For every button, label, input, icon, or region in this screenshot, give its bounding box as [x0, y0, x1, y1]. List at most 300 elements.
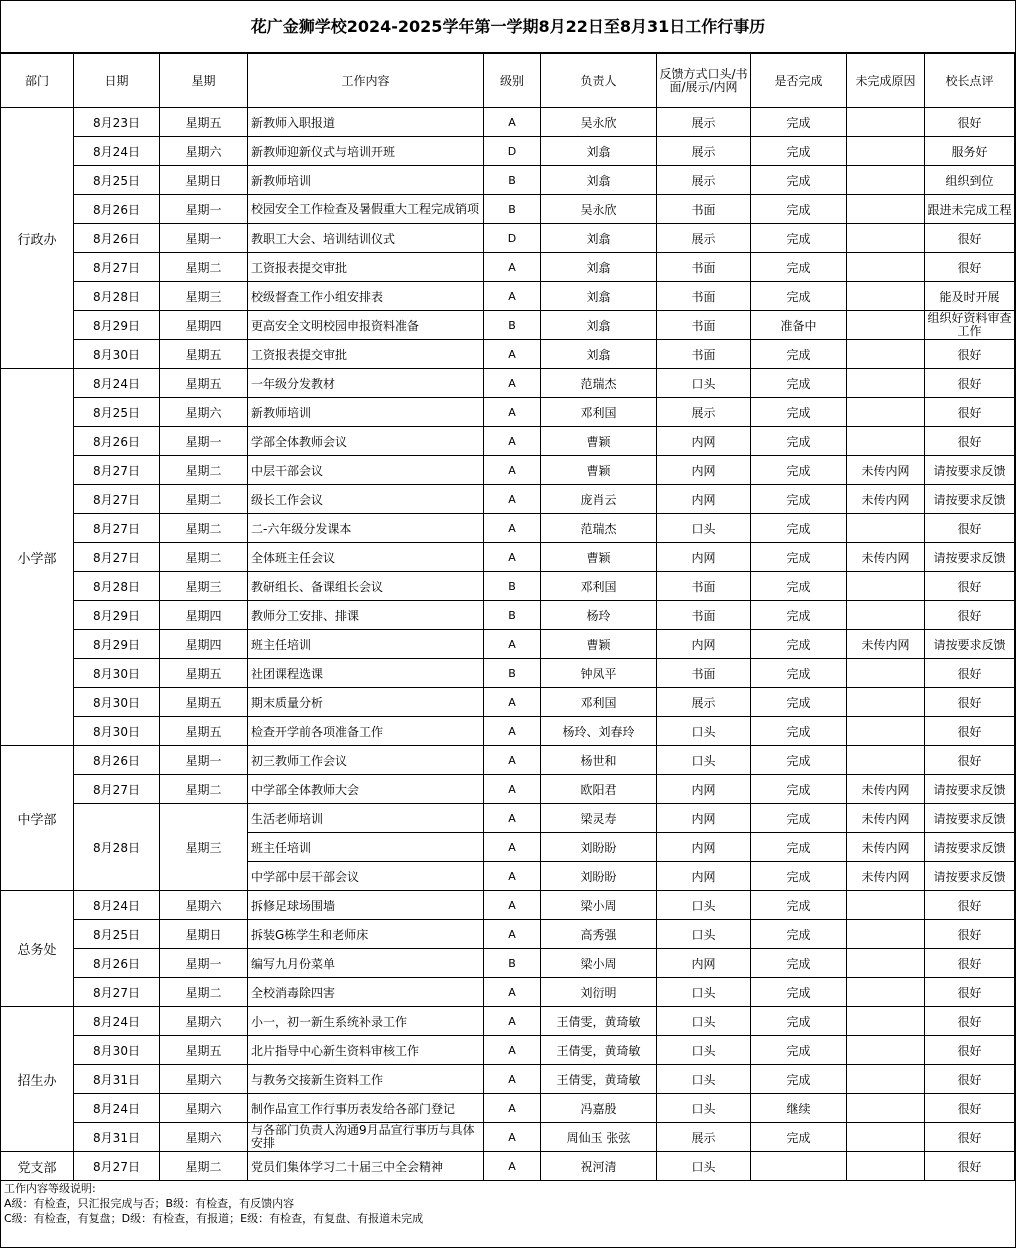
weekday-cell: 星期五: [160, 340, 248, 369]
grade-notes: [1, 1181, 1015, 1226]
table-row: [1, 572, 1015, 601]
reason-cell: [847, 1036, 925, 1065]
content-cell: 级长工作会议: [248, 485, 484, 514]
reason-cell: [847, 166, 925, 195]
reason-cell: [847, 659, 925, 688]
date-cell: 8月24日: [74, 891, 160, 920]
owner-cell: 邓利国: [541, 398, 657, 427]
table-row: [1, 659, 1015, 688]
feedback-cell: 展示: [657, 688, 751, 717]
date-cell: 8月25日: [74, 920, 160, 949]
owner-cell: 刘翕: [541, 282, 657, 311]
done-cell: 完成: [751, 862, 847, 891]
owner-cell: 邓利国: [541, 688, 657, 717]
reason-cell: [847, 369, 925, 398]
comment-cell: 很好: [925, 514, 1015, 543]
content-cell: 新教师迎新仪式与培训开班: [248, 137, 484, 166]
reason-cell: [847, 1007, 925, 1036]
table-row: [1, 891, 1015, 920]
reason-cell: 未传内网: [847, 485, 925, 514]
content-cell: 中学部全体教师大会: [248, 775, 484, 804]
table-row: [1, 601, 1015, 630]
weekday-cell: 星期五: [160, 659, 248, 688]
grade-cell: A: [484, 862, 541, 891]
reason-cell: [847, 920, 925, 949]
table-row: [1, 630, 1015, 659]
done-cell: 完成: [751, 340, 847, 369]
grade-cell: B: [484, 601, 541, 630]
content-cell: 班主任培训: [248, 833, 484, 862]
owner-cell: 吴永欣: [541, 195, 657, 224]
content-cell: 制作品宣工作行事历表发给各部门登记: [248, 1094, 484, 1123]
header-done: 是否完成: [751, 54, 847, 108]
date-cell: 8月26日: [74, 224, 160, 253]
done-cell: 完成: [751, 1123, 847, 1152]
date-cell: 8月29日: [74, 601, 160, 630]
date-cell: 8月24日: [74, 137, 160, 166]
table-row: [1, 224, 1015, 253]
dept-cell: 中学部: [1, 746, 74, 891]
table-row: [1, 1065, 1015, 1094]
feedback-cell: 展示: [657, 1123, 751, 1152]
feedback-cell: 内网: [657, 949, 751, 978]
feedback-cell: 口头: [657, 717, 751, 746]
header-grade: 级别: [484, 54, 541, 108]
feedback-cell: 口头: [657, 369, 751, 398]
grade-cell: B: [484, 572, 541, 601]
date-cell: 8月27日: [74, 253, 160, 282]
comment-cell: 很好: [925, 891, 1015, 920]
content-cell: 教职工大会、培训结训仪式: [248, 224, 484, 253]
content-cell: 新教师入职报道: [248, 108, 484, 137]
dept-cell: 党支部: [1, 1152, 74, 1181]
table-row: [1, 398, 1015, 427]
done-cell: 完成: [751, 949, 847, 978]
date-cell: 8月27日: [74, 775, 160, 804]
comment-cell: 很好: [925, 1094, 1015, 1123]
feedback-cell: 书面: [657, 195, 751, 224]
table-row: [1, 340, 1015, 369]
content-cell: 党员们集体学习二十届三中全会精神: [248, 1152, 484, 1181]
weekday-cell: 星期六: [160, 1007, 248, 1036]
table-row: [1, 137, 1015, 166]
comment-cell: 很好: [925, 427, 1015, 456]
weekday-cell: 星期二: [160, 1152, 248, 1181]
content-cell: 学部全体教师会议: [248, 427, 484, 456]
comment-cell: 请按要求反馈: [925, 775, 1015, 804]
weekday-cell: 星期三: [160, 804, 248, 891]
feedback-cell: 展示: [657, 137, 751, 166]
done-cell: 完成: [751, 398, 847, 427]
grade-cell: B: [484, 166, 541, 195]
table-body: [1, 108, 1015, 1181]
owner-cell: 范瑞杰: [541, 369, 657, 398]
header-reason: 未完成原因: [847, 54, 925, 108]
weekday-cell: 星期六: [160, 1123, 248, 1152]
weekday-cell: 星期六: [160, 137, 248, 166]
comment-cell: 很好: [925, 253, 1015, 282]
done-cell: 完成: [751, 891, 847, 920]
owner-cell: 梁小周: [541, 949, 657, 978]
feedback-cell: 展示: [657, 108, 751, 137]
done-cell: 完成: [751, 1007, 847, 1036]
weekday-cell: 星期二: [160, 543, 248, 572]
reason-cell: [847, 717, 925, 746]
done-cell: 继续: [751, 1094, 847, 1123]
feedback-cell: 书面: [657, 601, 751, 630]
owner-cell: 刘翕: [541, 340, 657, 369]
owner-cell: 刘翕: [541, 311, 657, 340]
weekday-cell: 星期二: [160, 514, 248, 543]
grade-cell: A: [484, 282, 541, 311]
weekday-cell: 星期二: [160, 253, 248, 282]
owner-cell: 梁灵寿: [541, 804, 657, 833]
date-cell: 8月30日: [74, 659, 160, 688]
comment-cell: 很好: [925, 1065, 1015, 1094]
weekday-cell: 星期六: [160, 398, 248, 427]
owner-cell: 刘盼盼: [541, 862, 657, 891]
feedback-cell: 口头: [657, 891, 751, 920]
feedback-cell: 口头: [657, 1036, 751, 1065]
date-cell: 8月26日: [74, 427, 160, 456]
weekday-cell: 星期六: [160, 1094, 248, 1123]
date-cell: 8月25日: [74, 398, 160, 427]
comment-cell: 很好: [925, 746, 1015, 775]
reason-cell: [847, 311, 925, 340]
done-cell: [751, 1152, 847, 1181]
comment-cell: 很好: [925, 1036, 1015, 1065]
content-cell: 更高安全文明校园申报资料准备: [248, 311, 484, 340]
owner-cell: 刘翕: [541, 166, 657, 195]
comment-cell: 很好: [925, 108, 1015, 137]
weekday-cell: 星期日: [160, 166, 248, 195]
date-cell: 8月26日: [74, 949, 160, 978]
table-row: [1, 427, 1015, 456]
done-cell: 完成: [751, 427, 847, 456]
owner-cell: 杨玲: [541, 601, 657, 630]
owner-cell: 王倩雯，黄琦敏: [541, 1007, 657, 1036]
table-row: [1, 195, 1015, 224]
reason-cell: [847, 978, 925, 1007]
content-cell: 工资报表提交审批: [248, 253, 484, 282]
date-cell: 8月28日: [74, 572, 160, 601]
comment-cell: 很好: [925, 978, 1015, 1007]
content-cell: 拆修足球场围墙: [248, 891, 484, 920]
content-cell: 北片指导中心新生资料审核工作: [248, 1036, 484, 1065]
grade-cell: B: [484, 195, 541, 224]
reason-cell: 未传内网: [847, 775, 925, 804]
reason-cell: 未传内网: [847, 804, 925, 833]
weekday-cell: 星期六: [160, 1065, 248, 1094]
comment-cell: 组织到位: [925, 166, 1015, 195]
table-row: [1, 1007, 1015, 1036]
date-cell: 8月24日: [74, 1007, 160, 1036]
done-cell: 完成: [751, 630, 847, 659]
owner-cell: 刘衍明: [541, 978, 657, 1007]
content-cell: 全校消毒除四害: [248, 978, 484, 1007]
reason-cell: [847, 514, 925, 543]
date-cell: 8月24日: [74, 1094, 160, 1123]
comment-cell: 很好: [925, 572, 1015, 601]
done-cell: 完成: [751, 804, 847, 833]
weekday-cell: 星期一: [160, 949, 248, 978]
reason-cell: [847, 891, 925, 920]
weekday-cell: 星期二: [160, 978, 248, 1007]
comment-cell: 请按要求反馈: [925, 543, 1015, 572]
reason-cell: [847, 427, 925, 456]
grade-cell: A: [484, 369, 541, 398]
reason-cell: [847, 601, 925, 630]
header-row: [1, 54, 1015, 108]
weekday-cell: 星期三: [160, 572, 248, 601]
comment-cell: 请按要求反馈: [925, 630, 1015, 659]
content-cell: 与各部门负责人沟通9月品宣行事历与具体安排: [248, 1123, 484, 1152]
owner-cell: 曹颖: [541, 427, 657, 456]
comment-cell: 很好: [925, 1152, 1015, 1181]
grade-cell: A: [484, 1123, 541, 1152]
date-cell: 8月24日: [74, 369, 160, 398]
date-cell: 8月27日: [74, 1152, 160, 1181]
grade-cell: A: [484, 1036, 541, 1065]
header-weekday: 星期: [160, 54, 248, 108]
owner-cell: 冯嘉殷: [541, 1094, 657, 1123]
feedback-cell: 内网: [657, 862, 751, 891]
reason-cell: [847, 1123, 925, 1152]
comment-cell: 很好: [925, 1123, 1015, 1152]
content-cell: 与教务交接新生资料工作: [248, 1065, 484, 1094]
comment-cell: 很好: [925, 369, 1015, 398]
feedback-cell: 口头: [657, 1065, 751, 1094]
grade-cell: A: [484, 543, 541, 572]
grade-cell: B: [484, 659, 541, 688]
date-cell: 8月30日: [74, 1036, 160, 1065]
feedback-cell: 内网: [657, 543, 751, 572]
table-row: [1, 166, 1015, 195]
done-cell: 完成: [751, 137, 847, 166]
done-cell: 完成: [751, 543, 847, 572]
content-cell: 校级督查工作小组安排表: [248, 282, 484, 311]
reason-cell: 未传内网: [847, 456, 925, 485]
done-cell: 完成: [751, 224, 847, 253]
grade-cell: A: [484, 717, 541, 746]
reason-cell: [847, 688, 925, 717]
header-content: 工作内容: [248, 54, 484, 108]
table-row: [1, 108, 1015, 137]
grade-cell: B: [484, 311, 541, 340]
feedback-cell: 口头: [657, 978, 751, 1007]
reason-cell: [847, 340, 925, 369]
date-cell: 8月28日: [74, 804, 160, 891]
owner-cell: 祝河清: [541, 1152, 657, 1181]
grade-cell: A: [484, 456, 541, 485]
owner-cell: 高秀强: [541, 920, 657, 949]
owner-cell: 梁小周: [541, 891, 657, 920]
done-cell: 准备中: [751, 311, 847, 340]
grade-cell: D: [484, 224, 541, 253]
content-cell: 检查开学前各项准备工作: [248, 717, 484, 746]
grade-cell: A: [484, 775, 541, 804]
done-cell: 完成: [751, 833, 847, 862]
weekday-cell: 星期三: [160, 282, 248, 311]
grade-cell: A: [484, 108, 541, 137]
done-cell: 完成: [751, 195, 847, 224]
comment-cell: 很好: [925, 659, 1015, 688]
feedback-cell: 内网: [657, 775, 751, 804]
comment-cell: 很好: [925, 340, 1015, 369]
done-cell: 完成: [751, 746, 847, 775]
notes-line-2: C级：有检查，有复盘；D级：有检查，有报道；E级：有检查，有复盘、有报道未完成: [4, 1212, 424, 1225]
table-row: [1, 456, 1015, 485]
header-comment: 校长点评: [925, 54, 1015, 108]
weekday-cell: 星期六: [160, 891, 248, 920]
date-cell: 8月27日: [74, 978, 160, 1007]
feedback-cell: 展示: [657, 166, 751, 195]
notes-line-1: A级：有检查，只汇报完成与否；B级：有检查，有反馈内容: [4, 1197, 295, 1210]
owner-cell: 曹颖: [541, 543, 657, 572]
weekday-cell: 星期一: [160, 746, 248, 775]
done-cell: 完成: [751, 978, 847, 1007]
content-cell: 编写九月份菜单: [248, 949, 484, 978]
content-cell: 新教师培训: [248, 166, 484, 195]
table-row: [1, 1036, 1015, 1065]
grade-cell: A: [484, 833, 541, 862]
feedback-cell: 书面: [657, 311, 751, 340]
notes-heading: 工作内容等级说明:: [4, 1182, 96, 1195]
table-row: [1, 253, 1015, 282]
owner-cell: 刘翕: [541, 253, 657, 282]
owner-cell: 杨世和: [541, 746, 657, 775]
comment-cell: 很好: [925, 601, 1015, 630]
feedback-cell: 展示: [657, 398, 751, 427]
grade-cell: A: [484, 746, 541, 775]
comment-cell: 组织好资料审查工作: [925, 311, 1015, 340]
feedback-cell: 内网: [657, 804, 751, 833]
done-cell: 完成: [751, 108, 847, 137]
reason-cell: [847, 1094, 925, 1123]
reason-cell: [847, 282, 925, 311]
owner-cell: 庞肖云: [541, 485, 657, 514]
done-cell: 完成: [751, 1065, 847, 1094]
reason-cell: [847, 398, 925, 427]
feedback-cell: 书面: [657, 253, 751, 282]
dept-cell: 小学部: [1, 369, 74, 746]
content-cell: 新教师培训: [248, 398, 484, 427]
done-cell: 完成: [751, 688, 847, 717]
done-cell: 完成: [751, 253, 847, 282]
reason-cell: [847, 1065, 925, 1094]
table-row: [1, 543, 1015, 572]
comment-cell: 能及时开展: [925, 282, 1015, 311]
owner-cell: 王倩雯，黄琦敏: [541, 1065, 657, 1094]
grade-cell: A: [484, 514, 541, 543]
comment-cell: 服务好: [925, 137, 1015, 166]
content-cell: 中层干部会议: [248, 456, 484, 485]
table-row: [1, 485, 1015, 514]
table-row: [1, 1094, 1015, 1123]
reason-cell: [847, 572, 925, 601]
table-row: [1, 1123, 1015, 1152]
dept-cell: 行政办: [1, 108, 74, 369]
comment-cell: 请按要求反馈: [925, 456, 1015, 485]
content-cell: 一年级分发教材: [248, 369, 484, 398]
table-row: [1, 949, 1015, 978]
comment-cell: 很好: [925, 949, 1015, 978]
owner-cell: 曹颖: [541, 456, 657, 485]
grade-cell: A: [484, 1065, 541, 1094]
comment-cell: 请按要求反馈: [925, 833, 1015, 862]
grade-cell: A: [484, 1094, 541, 1123]
reason-cell: 未传内网: [847, 862, 925, 891]
header-date: 日期: [74, 54, 160, 108]
comment-cell: 很好: [925, 920, 1015, 949]
grade-cell: A: [484, 253, 541, 282]
content-cell: 社团课程选课: [248, 659, 484, 688]
date-cell: 8月29日: [74, 311, 160, 340]
feedback-cell: 内网: [657, 456, 751, 485]
comment-cell: 请按要求反馈: [925, 862, 1015, 891]
comment-cell: 很好: [925, 1007, 1015, 1036]
reason-cell: [847, 137, 925, 166]
table-row: [1, 514, 1015, 543]
reason-cell: [847, 224, 925, 253]
table-row: [1, 282, 1015, 311]
table-row: [1, 920, 1015, 949]
done-cell: 完成: [751, 369, 847, 398]
feedback-cell: 书面: [657, 340, 751, 369]
reason-cell: [847, 108, 925, 137]
done-cell: 完成: [751, 282, 847, 311]
content-cell: 初三教师工作会议: [248, 746, 484, 775]
date-cell: 8月30日: [74, 688, 160, 717]
done-cell: 完成: [751, 572, 847, 601]
table-row: [1, 978, 1015, 1007]
owner-cell: 范瑞杰: [541, 514, 657, 543]
content-cell: 拆装G栋学生和老师床: [248, 920, 484, 949]
weekday-cell: 星期四: [160, 630, 248, 659]
weekday-cell: 星期四: [160, 311, 248, 340]
grade-cell: A: [484, 485, 541, 514]
table-row: [1, 717, 1015, 746]
done-cell: 完成: [751, 775, 847, 804]
grade-cell: D: [484, 137, 541, 166]
weekday-cell: 星期五: [160, 1036, 248, 1065]
done-cell: 完成: [751, 485, 847, 514]
date-cell: 8月29日: [74, 630, 160, 659]
reason-cell: [847, 746, 925, 775]
comment-cell: 请按要求反馈: [925, 485, 1015, 514]
grade-cell: A: [484, 1007, 541, 1036]
owner-cell: 曹颖: [541, 630, 657, 659]
weekday-cell: 星期四: [160, 601, 248, 630]
content-cell: 工资报表提交审批: [248, 340, 484, 369]
feedback-cell: 口头: [657, 514, 751, 543]
date-cell: 8月31日: [74, 1065, 160, 1094]
weekday-cell: 星期二: [160, 775, 248, 804]
weekday-cell: 星期五: [160, 108, 248, 137]
weekday-cell: 星期二: [160, 456, 248, 485]
grade-cell: A: [484, 427, 541, 456]
owner-cell: 王倩雯，黄琦敏: [541, 1036, 657, 1065]
feedback-cell: 书面: [657, 282, 751, 311]
reason-cell: 未传内网: [847, 543, 925, 572]
date-cell: 8月27日: [74, 514, 160, 543]
weekday-cell: 星期五: [160, 688, 248, 717]
done-cell: 完成: [751, 514, 847, 543]
content-cell: 教研组长、备课组长会议: [248, 572, 484, 601]
weekday-cell: 星期一: [160, 224, 248, 253]
weekday-cell: 星期五: [160, 717, 248, 746]
done-cell: 完成: [751, 717, 847, 746]
